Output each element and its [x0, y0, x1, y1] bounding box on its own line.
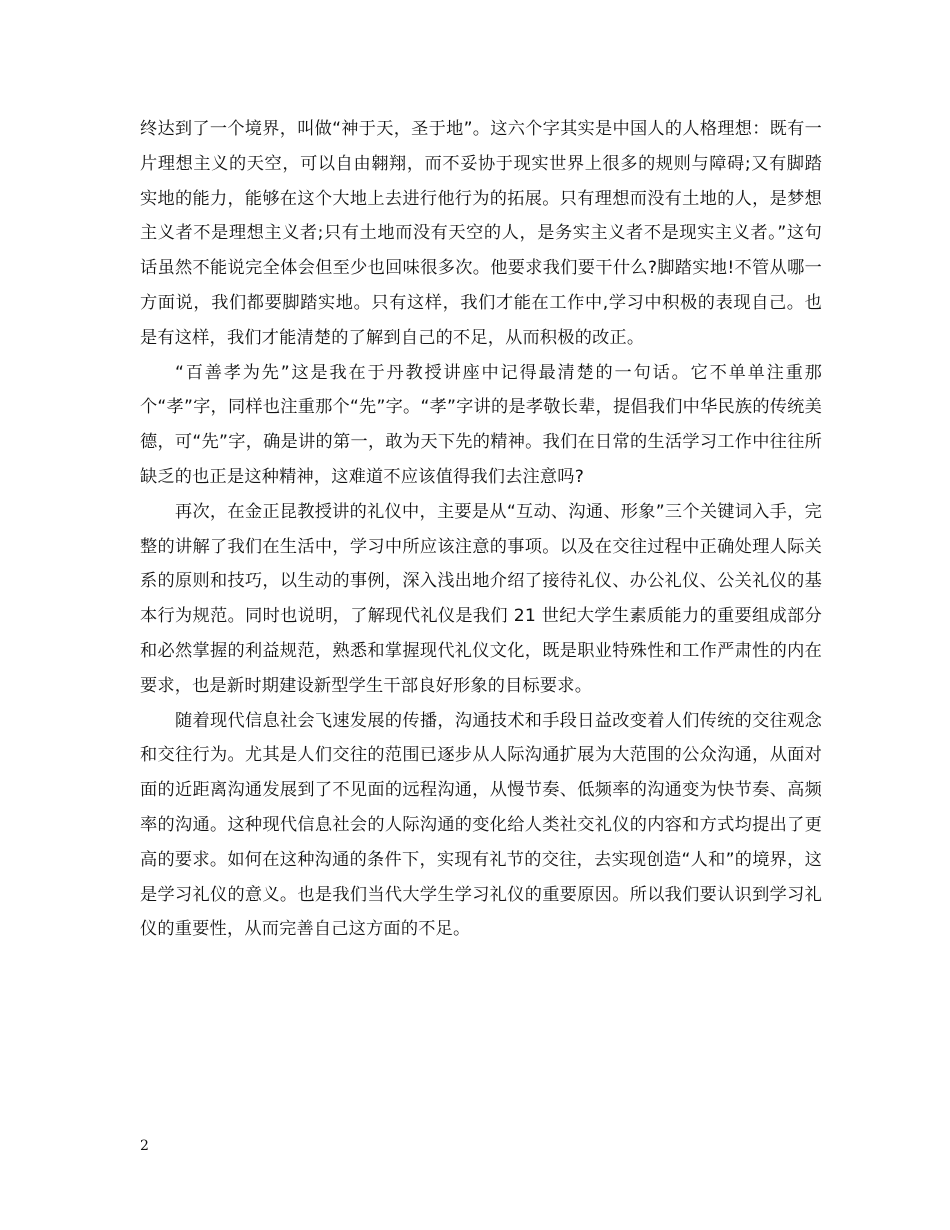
paragraph-4: 随着现代信息社会飞速发展的传播，沟通技术和手段日益改变着人们传统的交往观念和交往行为。尤其是人们交往的范围已逐步从人际沟通扩展为大范围的公众沟通，从面对面的近距离沟通发展到了不见面的远程沟通，从慢节奏、低频率的沟通变为快节奏、高频率的沟通。这种现代信息社会的人际沟通的变化给人类社交礼仪的内容和方式均提出了更高的要求。如何在这种沟通的条件下，实现有礼节的交往，去实现创造“人和”的境界，这是学习礼仪的意义。也是我们当代大学生学习礼仪的重要原因。所以我们要认识到学习礼仪的重要性，从而完善自己这方面的不足。 — [140, 710, 822, 940]
paragraph-3: 再次，在金正昆教授讲的礼仪中，主要是从“互动、沟通、形象”三个关键词入手，完整的讲解了我们在生活中，学习中所应该注意的事项。以及在交往过程中正确处理人际关系的原则和技巧，以生动的事例，深入浅出地介绍了接待礼仪、办公礼仪、公关礼仪的基本行为规范。同时也说明，了解现代礼仪是我们 21 世纪大学生素质能力的重要组成部分和必然掌握的利益规范，熟悉和掌握现代礼仪文化，既是职业特殊性和工作严肃性的内在要求，也是新时期建设新型学生干部良好形象的目标要求。 — [140, 501, 822, 696]
page-number: 2 — [140, 1138, 149, 1154]
paragraph-1: 终达到了一个境界，叫做“神于天，圣于地”。这六个字其实是中国人的人格理想：既有一片理想主义的天空，可以自由翱翔，而不妥协于现实世界上很多的规则与障碍;又有脚踏实地的能力，能够在这个大地上去进行他行为的拓展。只有理想而没有土地的人，是梦想主义者不是理想主义者;只有土地而没有天空的人，是务实主义者不是现实主义者。”这句话虽然不能说完全体会但至少也回味很多次。他要求我们要干什么?脚踏实地!不管从哪一方面说，我们都要脚踏实地。只有这样，我们才能在工作中,学习中积极的表现自己。也是有这样，我们才能清楚的了解到自己的不足，从而积极的改正。 — [140, 119, 822, 348]
paragraph-2: “百善孝为先”这是我在于丹教授讲座中记得最清楚的一句话。它不单单注重那个“孝”字，同样也注重那个“先”字。“孝”字讲的是孝敬长辈，提倡我们中华民族的传统美德，可“先”字，确是讲的第一，敢为天下先的精神。我们在日常的生活学习工作中往往所缺乏的也正是这种精神，这难道不应该值得我们去注意吗? — [140, 362, 822, 487]
document-body — [140, 112, 822, 947]
